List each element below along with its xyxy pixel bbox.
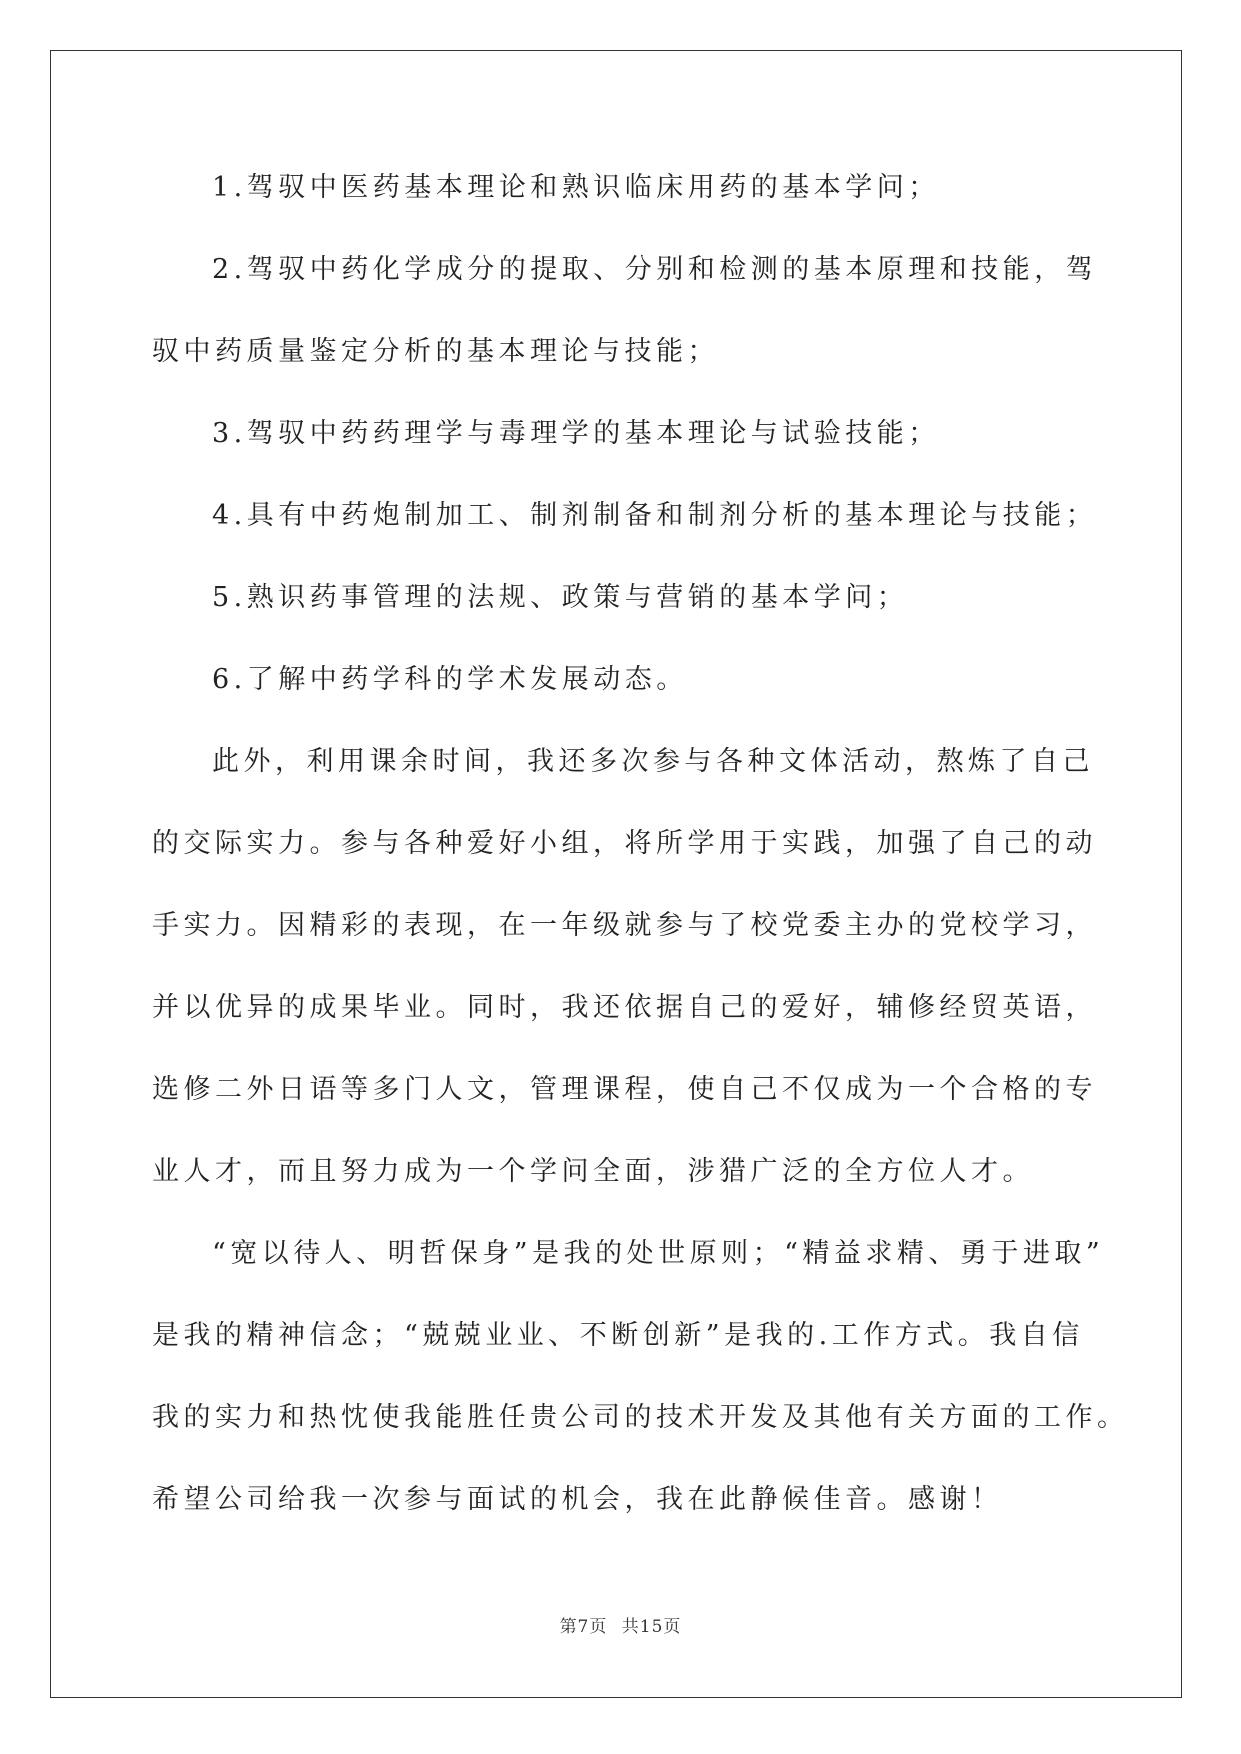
text-line: 的交际实力。参与各种爱好小组，将所学用于实践，加强了自己的动 xyxy=(152,828,1097,859)
page-frame xyxy=(50,50,1182,1698)
text-line: 6.了解中药学科的学术发展动态。 xyxy=(212,664,688,695)
text-line: 此外，利用课余时间，我还多次参与各种文体活动，熬炼了自己 xyxy=(212,746,1094,777)
text-line: 5.熟识药事管理的法规、政策与营销的基本学问； xyxy=(212,582,909,613)
text-line: 4.具有中药炮制加工、制剂制备和制剂分析的基本理论与技能； xyxy=(212,500,1098,531)
text-line: 3.驾驭中药药理学与毒理学的基本理论与试验技能； xyxy=(212,418,940,449)
text-line: 我的实力和热忱使我能胜任贵公司的技术开发及其他有关方面的工作。 xyxy=(152,1402,1129,1433)
text-line: 2.驾驭中药化学成分的提取、分别和检测的基本原理和技能，驾 xyxy=(212,254,1098,285)
text-line: 选修二外日语等多门人文，管理课程，使自己不仅成为一个合格的专 xyxy=(152,1074,1097,1105)
text-line: 是我的精神信念；“兢兢业业、不断创新”是我的.工作方式。我自信 xyxy=(152,1320,1084,1351)
text-line: 希望公司给我一次参与面试的机会，我在此静候佳音。感谢！ xyxy=(152,1484,1003,1515)
text-line: 业人才，而且努力成为一个学问全面，涉猎广泛的全方位人才。 xyxy=(152,1156,1034,1187)
text-line: 手实力。因精彩的表现，在一年级就参与了校党委主办的党校学习， xyxy=(152,910,1097,941)
page-total: 共15页 xyxy=(621,1617,682,1637)
page-footer xyxy=(0,1612,1241,1637)
text-line: “宽以待人、明哲保身”是我的处世原则；“精益求精、勇于进取” xyxy=(212,1238,1105,1269)
page-number: 第7页 xyxy=(559,1617,608,1637)
text-line: 1.驾驭中医药基本理论和熟识临床用药的基本学问； xyxy=(212,172,940,203)
text-line: 并以优异的成果毕业。同时，我还依据自己的爱好，辅修经贸英语， xyxy=(152,992,1097,1023)
text-line: 驭中药质量鉴定分析的基本理论与技能； xyxy=(152,336,719,367)
